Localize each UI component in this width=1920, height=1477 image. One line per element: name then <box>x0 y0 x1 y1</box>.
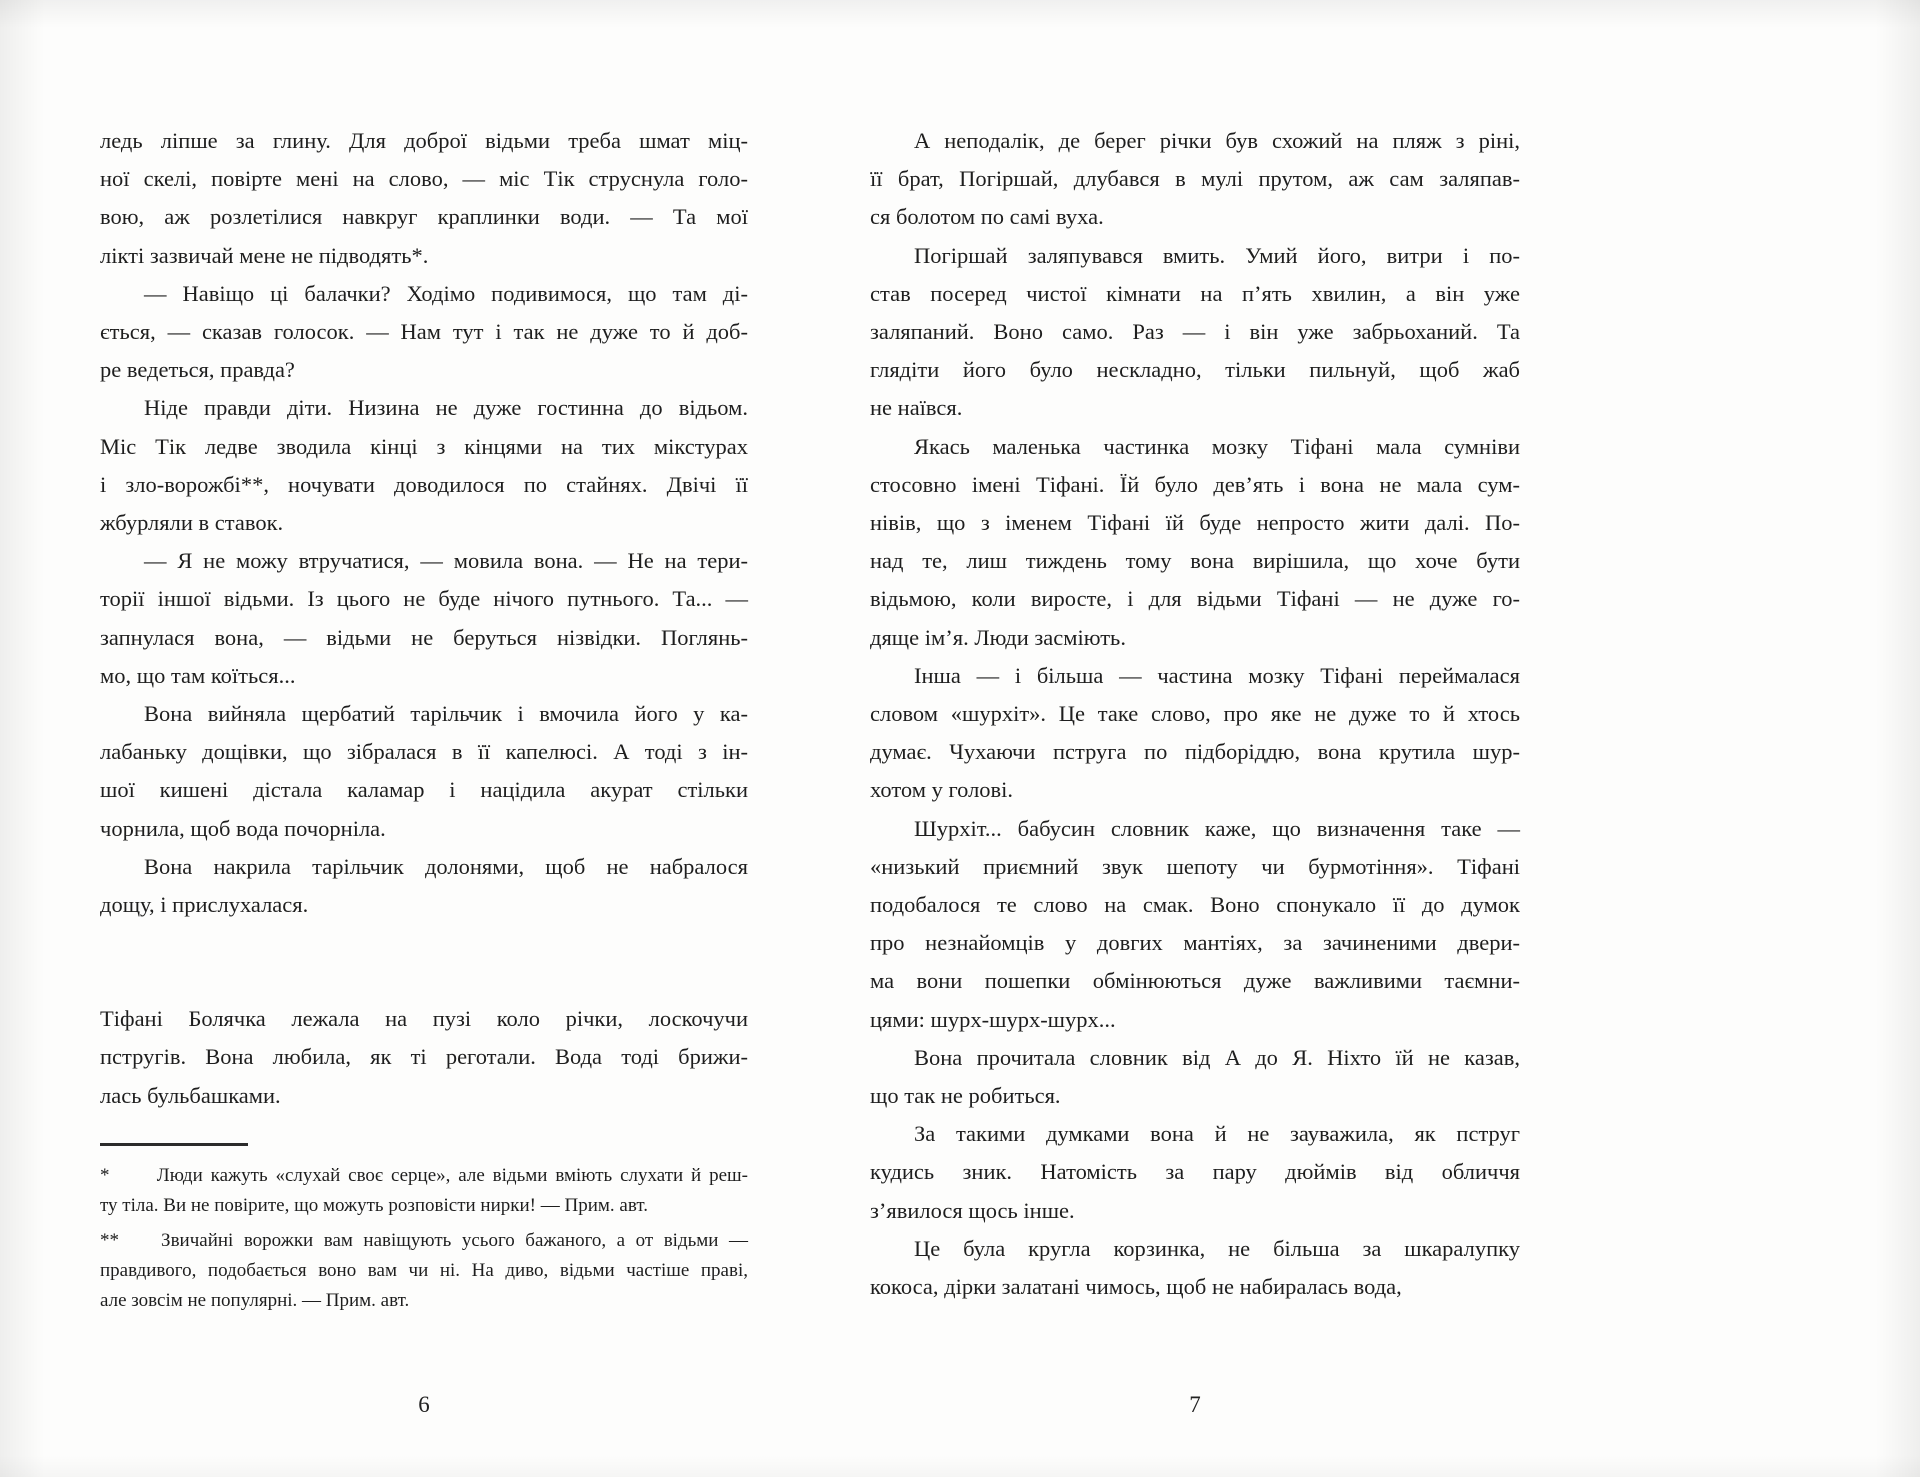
text-line: Міс Тік ледве зводила кінці з кінцями на тих мікстурах <box>100 433 748 459</box>
text-line: ся болотом по самі вуха. <box>870 204 1104 230</box>
paragraph <box>100 542 748 695</box>
text-line: Вона вийняла щербатий тарільчик і вмочила його у ка- <box>144 701 748 727</box>
text-line: ту тіла. Ви не повірите, що можуть розповісти нирки! — Прим. авт. <box>100 1194 648 1216</box>
text-line: — Я не можу втручатися, — мовила вона. — Не на тери- <box>144 548 748 574</box>
paragraph <box>870 428 1520 657</box>
text-line: ре ведеться, правда? <box>100 357 295 383</box>
text-line: думає. Чухаючи пструга по підборіддю, вона крутила шур- <box>870 739 1520 765</box>
text-line: За такими думками вона й не зауважила, як пструг <box>914 1121 1520 1147</box>
paragraph <box>870 1039 1520 1115</box>
text-line: кокоса, дірки залатані чимось, щоб не набиралась вода, <box>870 1274 1402 1300</box>
page-number-left: 6 <box>418 1392 430 1417</box>
text-line: дощу, і прислухалася. <box>100 892 309 918</box>
text-line: ної скелі, повірте мені на слово, — міс Тік струснула голо- <box>100 166 748 192</box>
text-line: лікті зазвичай мене не підводять*. <box>100 242 429 268</box>
text-line: запнулася вона, — відьми не беруться нізвідки. Поглянь- <box>100 624 748 650</box>
text-line: кудись зник. Натомість за пару дюймів від обличчя <box>870 1159 1520 1185</box>
paragraph <box>100 1000 748 1115</box>
text-line: її брат, Погіршай, длубався в мулі прутом, аж сам заляпав- <box>870 166 1520 192</box>
text-line: ма вони пошепки обмінюються дуже важливими таємни- <box>870 968 1520 994</box>
text-line: Ніде правди діти. Низина не дуже гостинна до відьом. <box>144 395 748 421</box>
text-line: дяще ім’я. Люди засміють. <box>870 624 1126 650</box>
text-line: жбурляли в ставок. <box>100 510 284 536</box>
text-line: Погіршай заляпувався вмить. Умий його, витри і по- <box>914 242 1520 268</box>
text-line: Вона прочитала словник від А до Я. Ніхто їй не казав, <box>914 1044 1520 1070</box>
paragraph <box>100 275 748 390</box>
text-line: і зло-ворожбі**, ночувати доводилося по стайнях. Двічі її <box>100 471 748 497</box>
text-line: — Навіщо ці балачки? Ходімо подивимося, що там ді- <box>144 280 748 306</box>
text-line: чорнила, щоб вода почорніла. <box>100 815 386 841</box>
footnote <box>100 1226 748 1316</box>
text-line: відьмою, коли виросте, і для відьми Тіфані — не дуже го- <box>870 586 1520 612</box>
text-line: шої кишені дістала каламар і націдила акурат стільки <box>100 777 748 803</box>
text-line: Якась маленька частинка мозку Тіфані мала сумніви <box>914 433 1520 459</box>
text-line: але зовсім не популярні. — Прим. авт. <box>100 1289 410 1311</box>
text-line: ** Звичайні ворожки вам навіщують усього бажаного, а от відьми — <box>100 1229 748 1251</box>
text-line: мо, що там коїться... <box>100 662 296 688</box>
paragraph <box>870 1230 1520 1306</box>
text-line: вою, аж розлетілися навкруг краплинки води. — Та мої <box>100 204 748 230</box>
text-line: над те, лиш тиждень тому вона вирішила, що хоче бути <box>870 548 1520 574</box>
text-line: не наївся. <box>870 395 963 421</box>
text-line: подобалося те слово на смак. Воно спонукало її до думок <box>870 892 1520 918</box>
text-line: заляпаний. Воно само. Раз — і він уже забрьоханий. Та <box>870 319 1520 345</box>
text-line: що так не робиться. <box>870 1083 1061 1109</box>
text-line: глядіти його було нескладно, тільки пильнуй, щоб жаб <box>870 357 1520 383</box>
paragraph <box>100 122 748 275</box>
text-line: Шурхіт... бабусин словник каже, що визначення таке — <box>914 815 1520 841</box>
paragraph <box>100 695 748 848</box>
text-line: Інша — і більша — частина мозку Тіфані переймалася <box>914 662 1520 688</box>
paragraph <box>870 122 1520 237</box>
text-line: цями: шурх-шурх-шурх... <box>870 1006 1116 1032</box>
footnote <box>100 1161 748 1221</box>
text-line: стосовно імені Тіфані. Їй було дев’ять і вона не мала сум- <box>870 471 1520 497</box>
page-left <box>100 122 748 1321</box>
footnote-separator <box>100 1143 248 1146</box>
text-line: правдивого, подобається воно вам чи ні. На диво, відьми частіше праві, <box>100 1259 748 1281</box>
text-line: торії іншої відьми. Із цього не буде нічого путнього. Та... — <box>100 586 748 612</box>
text-line: А неподалік, де берег річки був схожий на пляж з ріні, <box>914 128 1520 153</box>
text-line: Це була кругла корзинка, не більша за шкаралупку <box>914 1235 1520 1261</box>
paragraph <box>870 810 1520 1039</box>
text-line: словом «шурхіт». Це таке слово, про яке не дуже то й хтось <box>870 701 1520 727</box>
text-line: пстругів. Вона любила, як ті реготали. Вода тоді брижи- <box>100 1044 748 1070</box>
text-line: про незнайомців у довгих мантіях, за зачиненими двери- <box>870 930 1520 956</box>
paragraph <box>100 389 748 542</box>
text-line: «низький приємний звук шепоту чи бурмотіння». Тіфані <box>870 853 1520 879</box>
text-line: Вона накрила тарільчик долонями, щоб не набралося <box>144 853 748 879</box>
text-line: Тіфані Болячка лежала на пузі коло річки, лоскочучи <box>100 1006 748 1032</box>
paragraph <box>100 848 748 924</box>
footnotes <box>100 1143 748 1316</box>
paragraph <box>870 237 1520 428</box>
paragraph <box>870 657 1520 810</box>
page-right <box>870 122 1520 1306</box>
text-line: нівів, що з іменем Тіфані їй буде непросто жити далі. По- <box>870 510 1520 536</box>
paragraph <box>870 1115 1520 1230</box>
text-line: лась бульбашками. <box>100 1082 281 1108</box>
text-line: хотом у голові. <box>870 777 1014 803</box>
text-line: став посеред чистої кімнати на п’ять хвилин, а він уже <box>870 280 1520 306</box>
text-line: лабаньку дощівки, що зібралася в її капелюсі. А тоді з ін- <box>100 739 748 765</box>
text-line: ледь ліпше за глину. Для доброї відьми треба шмат міц- <box>100 128 748 153</box>
page-number-right: 7 <box>1189 1392 1201 1417</box>
text-line: * Люди кажуть «слухай своє серце», але відьми вміють слухати й реш- <box>100 1164 748 1186</box>
text-line: з’явилося щось інше. <box>870 1197 1075 1223</box>
text-line: ється, — сказав голосок. — Нам тут і так не дуже то й доб- <box>100 319 748 345</box>
